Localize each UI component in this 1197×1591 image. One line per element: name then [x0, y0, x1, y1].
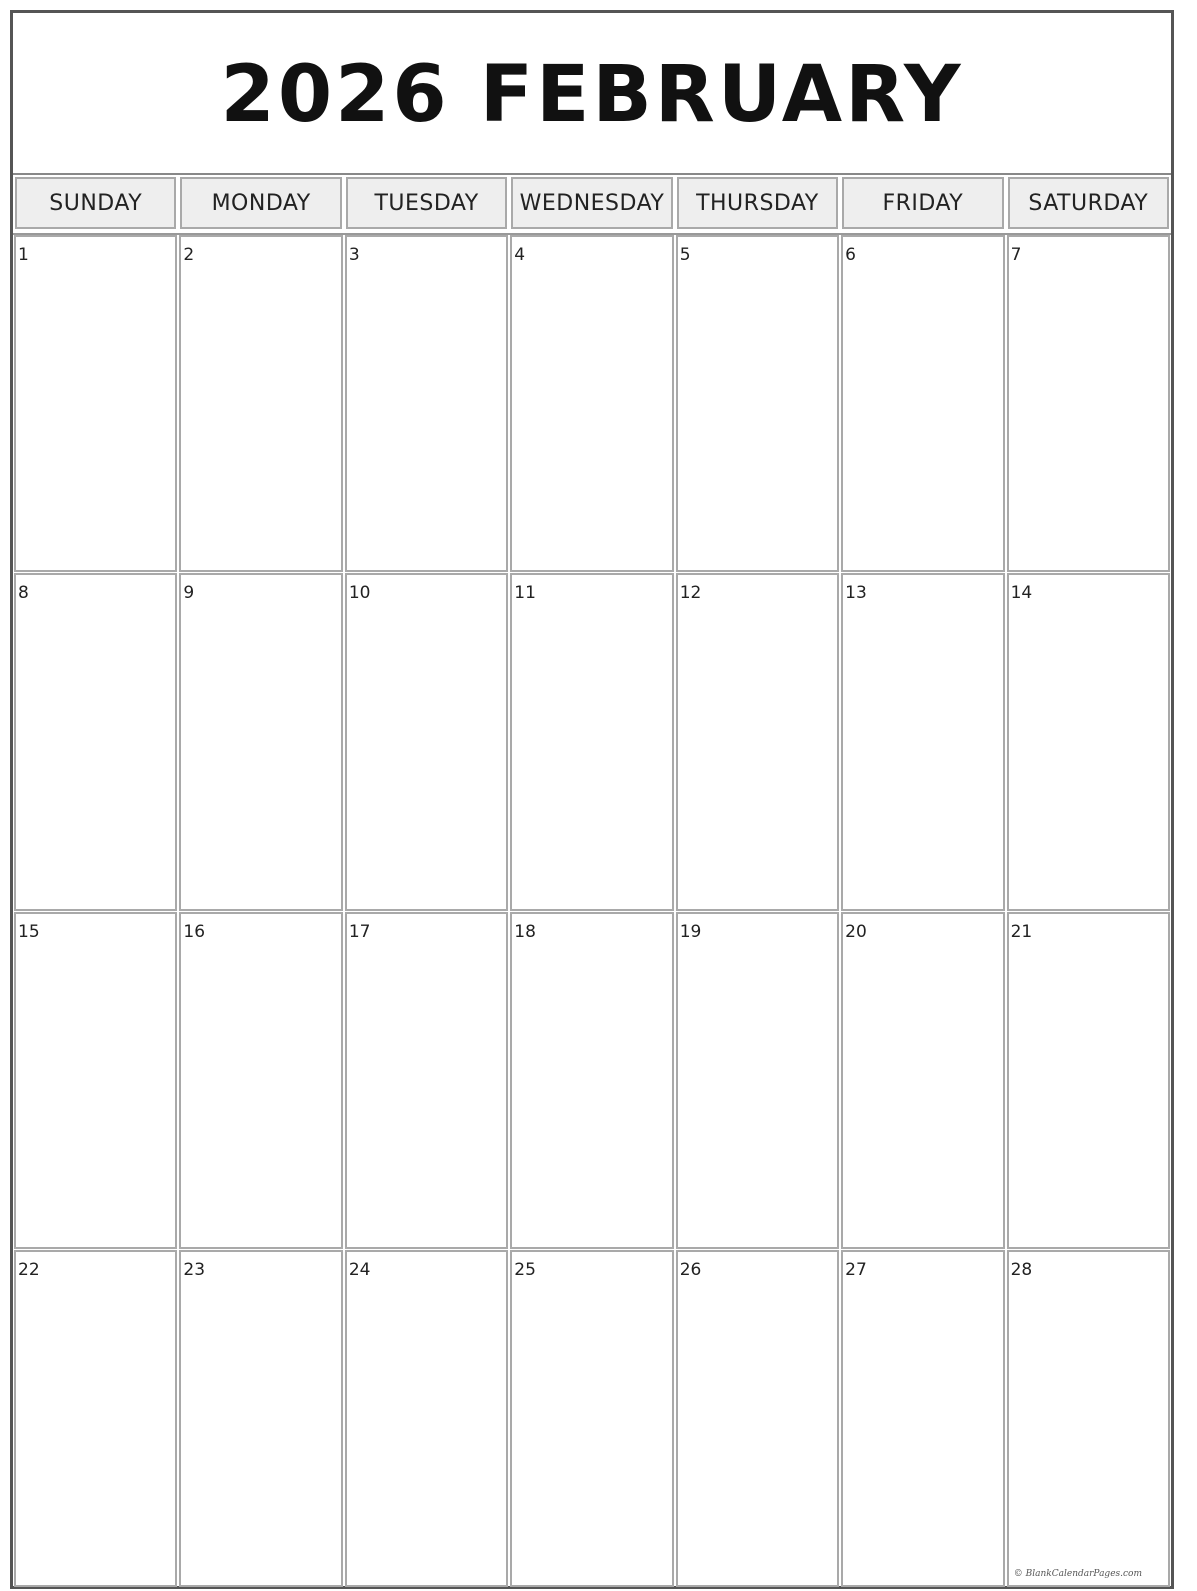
weekday-header-thursday: THURSDAY: [677, 177, 838, 229]
day-cell[interactable]: [676, 912, 839, 1249]
day-number: 18: [514, 921, 536, 942]
weekday-header-row: [13, 175, 1171, 231]
day-number: 11: [514, 583, 536, 604]
calendar-grid: [13, 233, 1171, 1588]
day-cell[interactable]: [1007, 1250, 1170, 1587]
weekday-header-monday: MONDAY: [180, 177, 341, 229]
day-cell[interactable]: [179, 1250, 342, 1587]
day-number: 24: [348, 1259, 371, 1280]
weekday-header-tuesday: TUESDAY: [346, 177, 507, 229]
day-number: 17: [348, 921, 371, 942]
title-band: [13, 13, 1171, 175]
day-number: 5: [679, 245, 691, 265]
day-number: 12: [679, 583, 702, 604]
day-cell[interactable]: [1007, 573, 1170, 910]
day-cell[interactable]: [841, 235, 1004, 572]
day-number: 6: [845, 245, 856, 265]
day-cell[interactable]: [676, 1250, 839, 1587]
day-cell[interactable]: [510, 235, 673, 572]
day-number: 19: [679, 921, 702, 942]
day-number: 3: [348, 245, 360, 265]
copyright-watermark: © BlankCalendarPages.com: [1013, 1569, 1142, 1579]
day-number: 2: [183, 245, 195, 265]
day-number: 13: [845, 583, 867, 604]
day-number: 28: [1010, 1259, 1033, 1280]
day-cell[interactable]: [345, 912, 508, 1249]
day-number: 8: [18, 583, 29, 604]
day-cell[interactable]: [841, 912, 1004, 1249]
weekday-header-wednesday: WEDNESDAY: [511, 177, 672, 229]
day-cell[interactable]: [345, 1250, 508, 1587]
day-cell[interactable]: [841, 573, 1004, 910]
day-cell[interactable]: [841, 1250, 1004, 1587]
day-cell[interactable]: [510, 573, 673, 910]
day-number: 7: [1010, 245, 1022, 265]
day-number: 26: [679, 1259, 702, 1280]
day-cell[interactable]: [1007, 912, 1170, 1249]
day-cell[interactable]: [14, 573, 177, 910]
day-number: 20: [845, 921, 867, 942]
day-cell[interactable]: [510, 1250, 673, 1587]
day-cell[interactable]: [676, 573, 839, 910]
day-number: 4: [514, 245, 526, 265]
day-cell[interactable]: [14, 1250, 177, 1587]
day-cell[interactable]: [14, 912, 177, 1249]
day-cell[interactable]: [179, 235, 342, 572]
day-number: 14: [1010, 583, 1033, 604]
day-number: 25: [514, 1259, 536, 1280]
weekday-header-saturday: SATURDAY: [1008, 177, 1169, 229]
day-cell[interactable]: [510, 912, 673, 1249]
weekday-header-friday: FRIDAY: [842, 177, 1003, 229]
day-number: 23: [183, 1259, 206, 1280]
day-cell[interactable]: [676, 235, 839, 572]
weekday-header-sunday: SUNDAY: [15, 177, 176, 229]
day-number: 16: [183, 921, 206, 942]
day-cell[interactable]: [14, 235, 177, 572]
day-cell[interactable]: [179, 912, 342, 1249]
day-number: 10: [348, 583, 371, 604]
day-cell[interactable]: [1007, 235, 1170, 572]
day-cell[interactable]: [179, 573, 342, 910]
day-number: 21: [1010, 921, 1033, 942]
calendar-title: 2026 FEBRUARY: [220, 50, 964, 140]
day-cell[interactable]: [345, 573, 508, 910]
day-number: 1: [18, 245, 29, 265]
day-number: 15: [18, 921, 40, 942]
day-cell[interactable]: [345, 235, 508, 572]
calendar-frame: [10, 10, 1174, 1589]
day-number: 22: [18, 1259, 40, 1280]
day-number: 27: [845, 1259, 867, 1280]
day-number: 9: [183, 583, 195, 604]
